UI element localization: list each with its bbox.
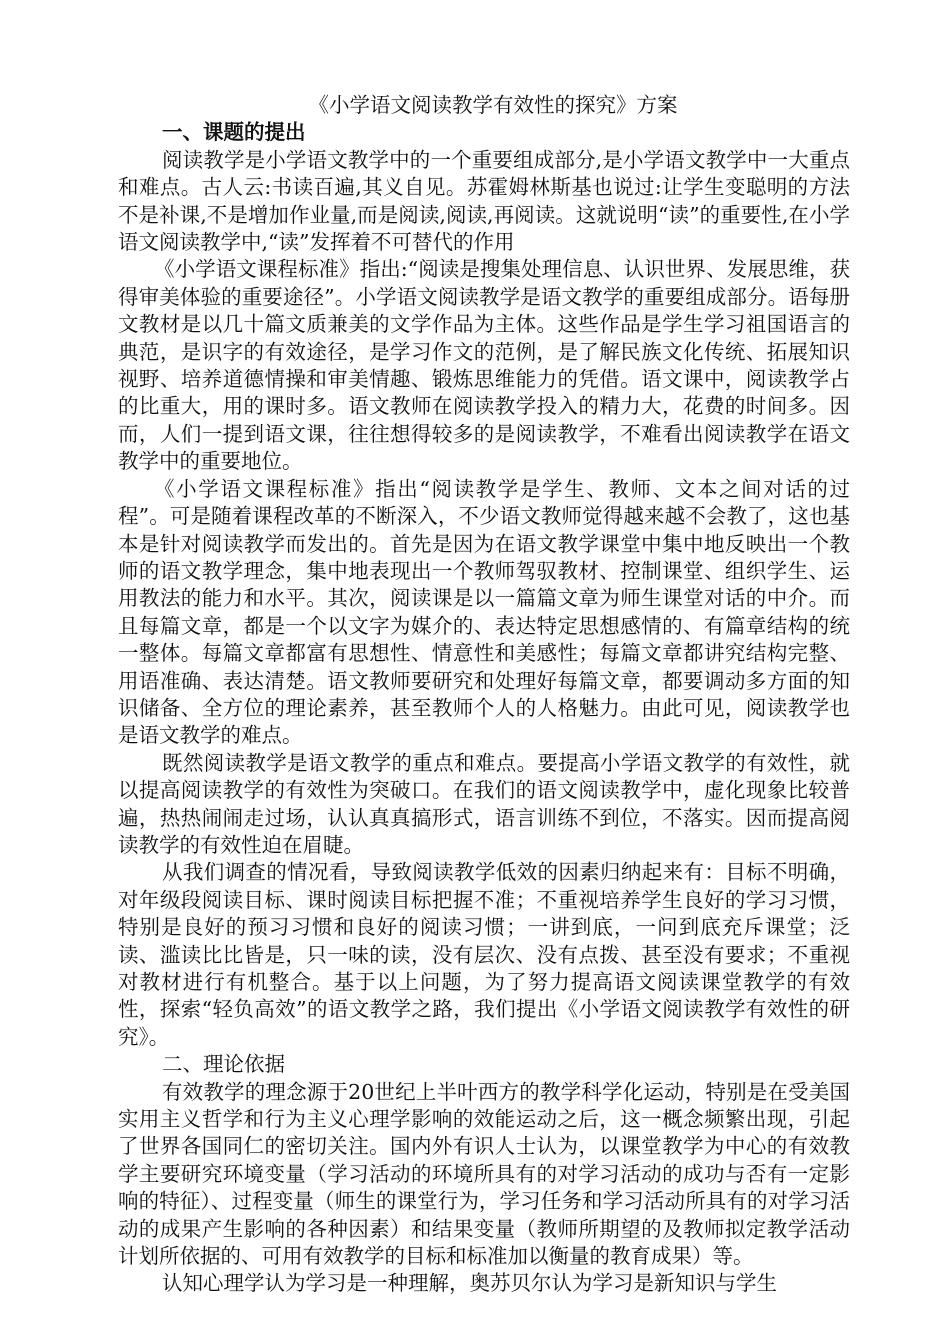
- paragraph: 阅读教学是小学语文教学中的一个重要组成部分,是小学语文教学中一大重点和难点。古人云:书读百遍,其义自见。苏霍姆林斯基也说过:让学生变聪明的方法不是补课,不是增加作业量,而是阅读,阅读,再阅读。这就说明“读”的重要性,在小学语文阅读教学中,“读”发挥着不可替代的作用: [118, 147, 850, 255]
- section-heading-theoretical-basis: 二、理论依据: [162, 1052, 285, 1077]
- paragraph: 认知心理学认为学习是一种理解，奥苏贝尔认为学习是新知识与学生: [162, 1271, 777, 1296]
- paragraph: 从我们调查的情况看，导致阅读教学低效的因素归纳起来有：目标不明确，对年级段阅读目标、课时阅读目标把握不准；不重视培养学生良好的学习习惯，特别是良好的预习习惯和良好的阅读习惯；一讲到底，一问到底充斥课堂；泛读、滥读比比皆是，只一味的读，没有层次、没有点拨、甚至没有要求；不重视对教材进行有机整合。基于以上问题，为了努力提高语文阅读课堂教学的有效性，探索“轻负高效”的语文教学之路，我们提出《小学语文阅读教学有效性的研究》。: [118, 860, 850, 1049]
- paragraph: 《小学语文课程标准》指出:“阅读是搜集处理信息、认识世界、发展思维，获得审美体验的重要途径”。小学语文阅读教学是语文教学的重要组成部分。语每册文教材是以几十篇文质兼美的文学作品为主体。这些作品是学生学习祖国语言的典范，是识字的有效途径，是学习作文的范例，是了解民族文化传统、拓展知识视野、培养道德情操和审美情趣、锻炼思维能力的凭借。语文课中，阅读教学占的比重大，用的课时多。语文教师在阅读教学投入的精力大，花费的时间多。因而，人们一提到语文课，往往想得较多的是阅读教学，不难看出阅读教学在语文教学中的重要地位。: [118, 257, 850, 474]
- document-body: [118, 92, 850, 1298]
- section-heading-topic-proposal: 一、课题的提出: [162, 120, 306, 145]
- document-title: 《小学语文阅读教学有效性的探究》方案: [308, 93, 678, 117]
- paragraph: 有效教学的理念源于20世纪上半叶西方的教学科学化运动，特别是在受美国实用主义哲学和行为主义心理学影响的效能运动之后，这一概念频繁出现，引起了世界各国同仁的密切关注。国内外有识人士认为，以课堂教学为中心的有效教学主要研究环境变量（学习活动的环境所具有的对学习活动的成功与否有一定影响的特征）、过程变量（师生的课堂行为，学习任务和学习活动所具有的对学习活动的成果产生影响的各种因素）和结果变量（教师所期望的及教师拟定教学活动计划所依据的、可用有效教学的目标和标准加以衡量的教育成果）等。: [118, 1079, 850, 1269]
- paragraph: 既然阅读教学是语文教学的重点和难点。要提高小学语文教学的有效性，就以提高阅读教学的有效性为突破口。在我们的语文阅读教学中，虚化现象比较普遍，热热闹闹走过场，认认真真搞形式，语言训练不到位，不落实。因而提高阅读教学的有效性迫在眉睫。: [118, 750, 850, 857]
- paragraph: 《小学语文课程标准》指出“阅读教学是学生、教师、文本之间对话的过程”。可是随着课程改革的不断深入，不少语文教师觉得越来越不会教了，这也基本是针对阅读教学而发出的。首先是因为在语文教学课堂中集中地反映出一个教师的语文教学理念，集中地表现出一个教师驾驭教材、控制课堂、组织学生、运用教法的能力和水平。其次，阅读课是以一篇篇文章为师生课堂对话的中介。而且每篇文章，都是一个以文字为媒介的、表达特定思想感情的、有篇章结构的统一整体。每篇文章都富有思想性、情意性和美感性；每篇文章都讲究结构完整、用语准确、表达清楚。语文教师要研究和处理好每篇文章，都要调动多方面的知识储备、全方位的理论素养，甚至教师个人的人格魅力。由此可见，阅读教学也是语文教学的难点。: [118, 476, 850, 748]
